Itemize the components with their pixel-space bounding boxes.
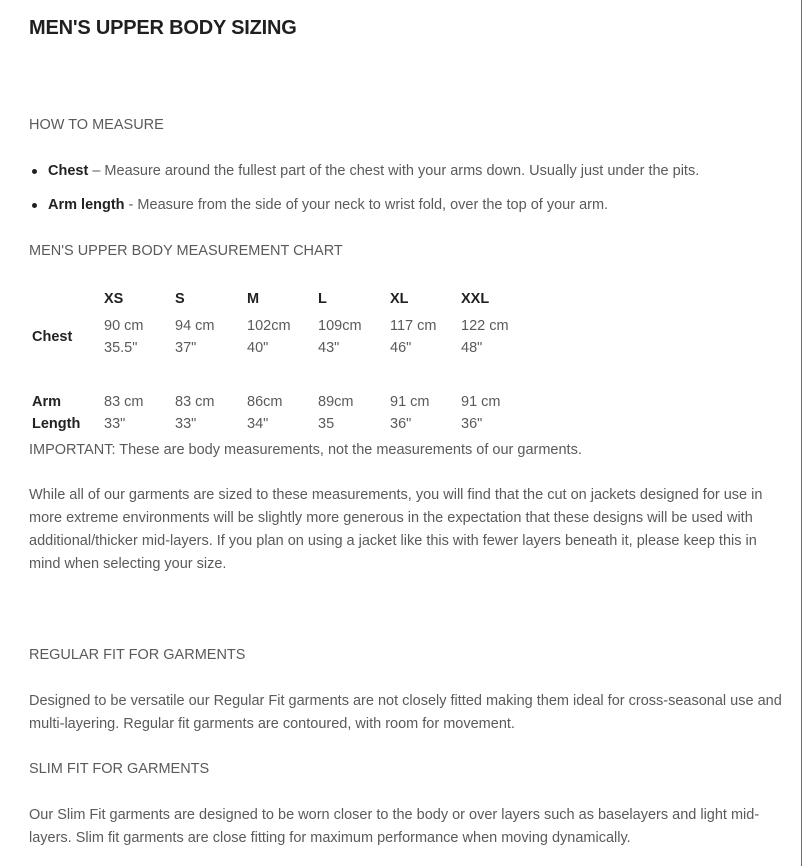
regular-fit-heading: REGULAR FIT FOR GARMENTS <box>29 647 246 663</box>
arm-row-label-1: Arm <box>32 394 62 410</box>
chest-in-xxl: 48" <box>461 340 483 356</box>
slim-fit-heading: SLIM FIT FOR GARMENTS <box>29 761 210 777</box>
chest-cm-s: 94 cm <box>175 318 215 334</box>
slim-fit-paragraph: Our Slim Fit garments are designed to be worn closer to the body or over layers such as baselayers and light mid-layers. Slim fit garments are close fitting for maximum performance when moving dynamically. <box>29 807 760 846</box>
chest-in-m: 40" <box>247 340 269 356</box>
size-l: L <box>318 291 327 307</box>
arm-cm-xl: 91 cm <box>390 394 430 410</box>
regular-fit-paragraph: Designed to be versatile our Regular Fit garments are not closely fitted making them ideal for cross-seasonal use and multi-layering. Regular fit garments are contoured, with room for movement. <box>29 693 782 732</box>
chest-term: Chest <box>48 163 89 179</box>
measurement-chart-heading: MEN'S UPPER BODY MEASUREMENT CHART <box>29 243 343 259</box>
arm-length-sep: - <box>124 197 138 213</box>
chest-cm-xl: 117 cm <box>390 318 437 334</box>
arm-in-l: 35 <box>318 416 335 432</box>
size-s: S <box>175 291 185 307</box>
bullet-icon <box>32 203 37 208</box>
arm-length-description: Measure from the side of your neck to wrist fold, over the top of your arm. <box>137 197 609 213</box>
list-item-arm-length <box>29 194 789 228</box>
arm-length-term: Arm length <box>48 197 125 213</box>
chest-in-xl: 46" <box>390 340 412 356</box>
arm-row-label-2: Length <box>32 416 81 432</box>
arm-in-s: 33" <box>175 416 197 432</box>
chest-cm-xxl: 122 cm <box>461 318 509 334</box>
arm-in-xl: 36" <box>390 416 412 432</box>
size-xl: XL <box>390 291 409 307</box>
size-xxl: XXL <box>461 291 490 307</box>
how-to-measure-heading: HOW TO MEASURE <box>29 117 164 133</box>
arm-cm-xs: 83 cm <box>104 394 144 410</box>
size-xs: XS <box>104 291 124 307</box>
arm-in-xs: 33" <box>104 416 126 432</box>
arm-cm-xxl: 91 cm <box>461 394 501 410</box>
size-m: M <box>247 291 260 307</box>
page-title: MEN'S UPPER BODY SIZING <box>29 17 297 39</box>
arm-in-m: 34" <box>247 416 269 432</box>
important-note: IMPORTANT: These are body measurements, not the measurements of our garments. <box>29 442 582 458</box>
chest-cm-l: 109cm <box>318 318 362 334</box>
chest-sep: – <box>88 163 105 179</box>
chest-cm-xs: 90 cm <box>104 318 144 334</box>
chest-row-label: Chest <box>32 329 73 345</box>
chest-description: Measure around the fullest part of the chest with your arms down. Usually just under the pits. <box>104 163 700 179</box>
arm-cm-s: 83 cm <box>175 394 215 410</box>
arm-cm-m: 86cm <box>247 394 283 410</box>
list-item-chest <box>29 160 789 194</box>
sizing-note-paragraph: While all of our garments are sized to these measurements, you will find that the cut on jackets designed for use in more extreme environments will be slightly more generous in the expectation that these designs will be used with additional/thicker mid-layers. If you plan on using a jacket like this with fewer layers beneath it, please keep this in mind when selecting your size. <box>29 487 763 572</box>
chest-in-xs: 35.5" <box>104 340 138 356</box>
arm-cm-l: 89cm <box>318 394 354 410</box>
chest-in-l: 43" <box>318 340 340 356</box>
bullet-icon <box>32 169 37 174</box>
chest-cm-m: 102cm <box>247 318 291 334</box>
measure-list <box>29 160 789 228</box>
arm-in-xxl: 36" <box>461 416 483 432</box>
chest-in-s: 37" <box>175 340 197 356</box>
